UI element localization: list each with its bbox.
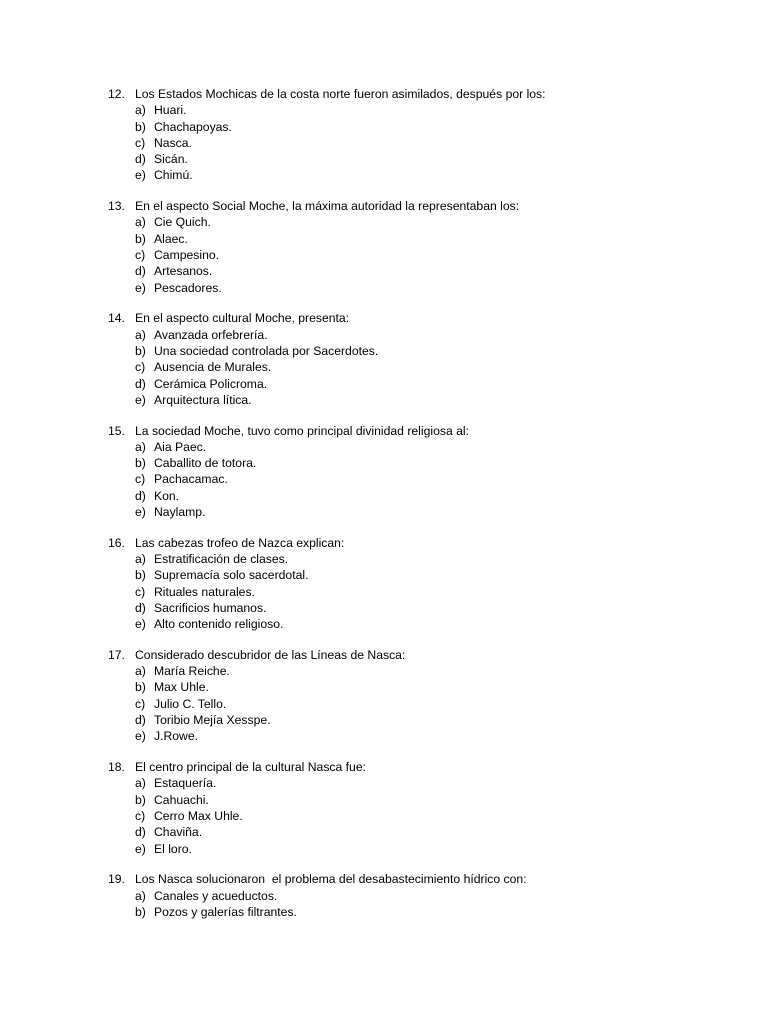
option-item — [0, 102, 768, 118]
question-number: 19. — [108, 872, 125, 887]
question-text: Los Nasca solucionaron el problema del desabastecimiento hídrico con: — [135, 872, 527, 887]
option-text: Cie Quich. — [154, 215, 211, 230]
option-text: Pachacamac. — [154, 472, 228, 487]
option-letter: a) — [135, 103, 146, 118]
question-14 — [0, 310, 768, 408]
option-item — [0, 327, 768, 343]
option-text: Artesanos. — [154, 264, 213, 279]
option-letter: a) — [135, 439, 146, 454]
option-item — [0, 119, 768, 135]
question-17 — [0, 647, 768, 745]
option-text: Rituales naturales. — [154, 584, 255, 599]
option-text: Sicán. — [154, 152, 188, 167]
option-letter: c) — [135, 808, 146, 823]
option-text: Toribio Mejía Xesspe. — [154, 713, 271, 728]
question-line — [0, 423, 768, 439]
question-number: 12. — [108, 87, 125, 101]
question-text: Las cabezas trofeo de Nazca explican: — [135, 535, 345, 550]
option-text: Chachapoyas. — [154, 119, 232, 134]
option-letter: b) — [135, 231, 146, 246]
option-letter: e) — [135, 505, 146, 519]
option-item — [0, 567, 768, 583]
question-number: 16. — [108, 535, 125, 550]
option-item — [0, 359, 768, 375]
option-text: Chimú. — [154, 168, 193, 183]
option-text: Supremacía solo sacerdotal. — [154, 568, 309, 583]
question-number: 17. — [108, 647, 125, 662]
option-item — [0, 488, 768, 504]
option-text: Huari. — [154, 103, 187, 118]
option-item — [0, 151, 768, 167]
option-item — [0, 280, 768, 296]
option-text: Campesino. — [154, 248, 220, 263]
question-15 — [0, 423, 768, 521]
option-item — [0, 841, 768, 857]
option-letter: c) — [135, 472, 146, 487]
option-text: Arquitectura lítica. — [154, 392, 252, 407]
option-item — [0, 808, 768, 824]
option-item — [0, 663, 768, 679]
option-text: Avanzada orfebrería. — [154, 327, 268, 342]
question-18 — [0, 759, 768, 857]
option-letter: b) — [135, 904, 146, 919]
option-letter: b) — [135, 456, 146, 471]
option-item — [0, 376, 768, 392]
option-item — [0, 616, 768, 632]
option-letter: e) — [135, 617, 146, 632]
option-text: Pozos y galerías filtrantes. — [154, 904, 297, 919]
question-number: 13. — [108, 199, 125, 214]
option-item — [0, 439, 768, 455]
option-letter: b) — [135, 680, 146, 695]
question-line — [0, 86, 768, 102]
option-text: Nasca. — [154, 135, 192, 150]
question-line — [0, 871, 768, 887]
option-letter: a) — [135, 215, 146, 230]
question-number: 14. — [108, 311, 125, 326]
option-item — [0, 343, 768, 359]
option-item — [0, 888, 768, 904]
option-item — [0, 392, 768, 408]
option-item — [0, 231, 768, 247]
question-line — [0, 647, 768, 663]
option-letter: c) — [135, 248, 146, 263]
option-item — [0, 792, 768, 808]
question-number: 15. — [108, 423, 125, 438]
option-item — [0, 728, 768, 744]
option-item — [0, 167, 768, 183]
option-text: El loro. — [154, 841, 192, 856]
option-letter: c) — [135, 696, 146, 711]
option-item — [0, 471, 768, 487]
option-letter: a) — [135, 551, 146, 566]
option-item — [0, 214, 768, 230]
option-letter: d) — [135, 376, 146, 391]
option-item — [0, 551, 768, 567]
option-text: Julio C. Tello. — [154, 696, 227, 711]
option-text: Una sociedad controlada por Sacerdotes. — [154, 343, 379, 358]
question-line — [0, 759, 768, 775]
option-letter: e) — [135, 392, 146, 407]
option-item — [0, 455, 768, 471]
option-text: Aia Paec. — [154, 439, 207, 454]
question-16 — [0, 535, 768, 633]
option-text: Ausencia de Murales. — [154, 360, 272, 375]
option-text: Kon. — [154, 488, 180, 503]
option-text: Sacrificios humanos. — [154, 600, 267, 615]
option-letter: e) — [135, 168, 146, 183]
option-letter: a) — [135, 888, 146, 903]
option-text: Cerámica Policroma. — [154, 376, 268, 391]
option-text: Estratificación de clases. — [154, 551, 289, 566]
option-text: Alaec. — [154, 231, 188, 246]
option-item — [0, 679, 768, 695]
option-letter: d) — [135, 152, 146, 167]
question-text: En el aspecto cultural Moche, presenta: — [135, 311, 350, 326]
option-letter: c) — [135, 584, 146, 599]
option-item — [0, 247, 768, 263]
option-item — [0, 600, 768, 616]
option-letter: b) — [135, 568, 146, 583]
option-text: Naylamp. — [154, 505, 206, 519]
question-13 — [0, 198, 768, 296]
option-text: María Reiche. — [154, 664, 230, 679]
option-letter: e) — [135, 280, 146, 295]
option-text: J.Rowe. — [154, 729, 199, 744]
question-line — [0, 198, 768, 214]
option-letter: b) — [135, 119, 146, 134]
option-item — [0, 824, 768, 840]
option-text: Max Uhle. — [154, 680, 209, 695]
option-text: Chaviña. — [154, 825, 203, 840]
option-item — [0, 135, 768, 151]
option-letter: b) — [135, 343, 146, 358]
question-line — [0, 535, 768, 551]
option-text: Cahuachi. — [154, 792, 209, 807]
question-19 — [0, 871, 768, 920]
option-letter: a) — [135, 776, 146, 791]
document-page — [0, 86, 768, 934]
option-item — [0, 904, 768, 920]
option-item — [0, 584, 768, 600]
option-text: Caballito de totora. — [154, 456, 257, 471]
option-text: Canales y acueductos. — [154, 888, 278, 903]
question-line — [0, 310, 768, 326]
question-text: El centro principal de la cultural Nasca fue: — [135, 760, 367, 775]
option-text: Alto contenido religioso. — [154, 617, 284, 632]
option-item — [0, 696, 768, 712]
question-text: Considerado descubridor de las Líneas de Nasca: — [135, 647, 406, 662]
option-letter: a) — [135, 664, 146, 679]
option-letter: b) — [135, 792, 146, 807]
option-item — [0, 712, 768, 728]
question-text: Los Estados Mochicas de la costa norte fueron asimilados, después por los: — [135, 87, 546, 101]
option-letter: d) — [135, 488, 146, 503]
question-number: 18. — [108, 760, 125, 775]
question-text: En el aspecto Social Moche, la máxima autoridad la representaban los: — [135, 199, 520, 214]
option-item — [0, 263, 768, 279]
option-text: Pescadores. — [154, 280, 222, 295]
option-letter: c) — [135, 360, 146, 375]
option-item — [0, 775, 768, 791]
option-letter: d) — [135, 825, 146, 840]
option-letter: e) — [135, 729, 146, 744]
option-letter: c) — [135, 135, 146, 150]
question-12 — [0, 86, 768, 184]
option-letter: d) — [135, 600, 146, 615]
option-item — [0, 504, 768, 520]
option-text: Estaquería. — [154, 776, 217, 791]
question-text: La sociedad Moche, tuvo como principal divinidad religiosa al: — [135, 423, 469, 438]
option-letter: d) — [135, 264, 146, 279]
option-letter: d) — [135, 713, 146, 728]
option-letter: a) — [135, 327, 146, 342]
option-text: Cerro Max Uhle. — [154, 808, 243, 823]
option-letter: e) — [135, 841, 146, 856]
